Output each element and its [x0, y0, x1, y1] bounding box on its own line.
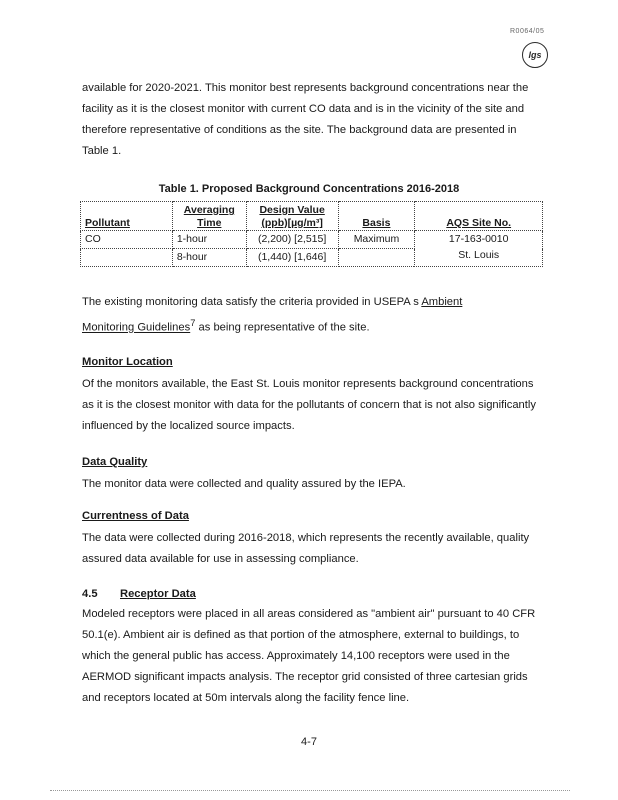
cell-averaging-time: 8-hour	[172, 249, 246, 267]
header-site: AQS Site No.	[415, 202, 543, 231]
header-averaging-line1: Averaging	[183, 204, 235, 216]
header-design-value	[246, 202, 338, 231]
bottom-divider	[50, 790, 570, 791]
ambient-guideline-link-1: Ambient	[421, 296, 463, 308]
cell-averaging-time: 1-hour	[172, 231, 246, 249]
ambient-guideline-link-2: Monitoring Guidelines	[82, 321, 191, 334]
stamp-text: lgs	[528, 50, 542, 60]
intro-paragraph: available for 2020-2021. This monitor best represents background concentrations near the facility as it is the closest monitor with current CO data and is in the vicinity of the site and therefore representative of conditions as the site. The background data are presented in Table 1.	[82, 82, 529, 157]
cell-pollutant: CO	[81, 231, 173, 249]
header-averaging-time	[172, 202, 246, 231]
header-design-line1: Design Value	[259, 204, 325, 216]
header-design-line2: (ppb)[µg/m³]	[261, 217, 323, 229]
header-basis: Basis	[338, 202, 415, 231]
cell-basis: Maximum	[338, 231, 415, 249]
site-number: 17-163-0010	[448, 233, 509, 245]
document-id: R0064/05	[510, 28, 545, 35]
header-pollutant: Pollutant	[81, 202, 173, 231]
receptor-section-heading: Receptor Data	[120, 588, 196, 600]
currentness-text: The data were collected during 2016-2018, which represents the recently available, quality assured data available for use in assessing compliance.	[82, 532, 530, 565]
table-header-row	[81, 202, 543, 231]
data-quality-text: The monitor data were collected and quality assured by the IEPA.	[82, 478, 406, 490]
background-concentrations-table	[80, 201, 543, 267]
cell-design-value: (2,200) [2,515]	[246, 231, 338, 249]
page-number: 4-7	[301, 736, 317, 748]
monitoring-text-after: as being representative of the site.	[195, 321, 370, 334]
site-name: St. Louis	[458, 249, 500, 261]
table-caption: Table 1. Proposed Background Concentrations 2016-2018	[158, 183, 460, 195]
cell-design-value: (1,440) [1,646]	[246, 249, 338, 267]
currentness-heading: Currentness of Data	[82, 510, 189, 522]
header-averaging-line2: Time	[197, 217, 222, 229]
cell-pollutant	[81, 249, 173, 267]
receptor-text: Modeled receptors were placed in all areas considered as "ambient air" pursuant to 40 CFR 50.1(e). Ambient air is defined as that portion of the atmosphere, external to buildings, to which the general public has access. Approximately 14,100 receptors were used in the AERMOD significant impacts analysis. The receptor grid consisted of three cartesian grids and receptors located at 50m intervals along the facility fence line.	[82, 608, 536, 704]
data-quality-heading: Data Quality	[82, 456, 148, 468]
table-row	[81, 231, 543, 249]
cell-site	[415, 231, 543, 267]
monitor-location-heading: Monitor Location	[82, 356, 173, 368]
company-logo-stamp	[522, 42, 548, 68]
monitoring-paragraph	[82, 292, 542, 339]
cell-basis	[338, 249, 415, 267]
monitoring-text-before: The existing monitoring data satisfy the criteria provided in USEPA s	[82, 296, 422, 308]
footnote-marker: 7	[190, 318, 196, 328]
receptor-section-number: 4.5	[82, 588, 98, 600]
monitor-location-text: Of the monitors available, the East St. Louis monitor represents background concentrations as it is the closest monitor with data for the pollutants of concern that is not also significantly influenced by the localized source impacts.	[82, 378, 536, 432]
